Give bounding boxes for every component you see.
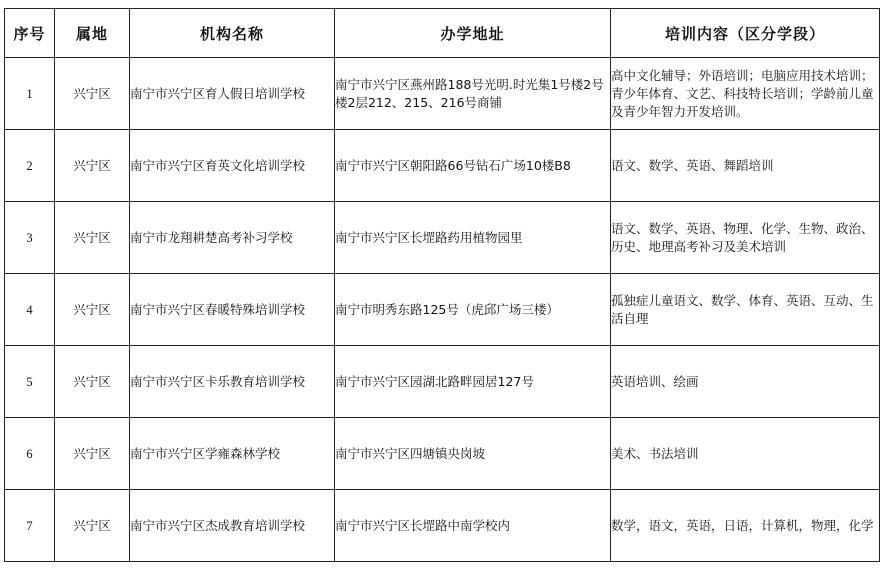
table-body xyxy=(5,58,880,562)
cell-district: 兴宁区 xyxy=(55,202,130,274)
cell-district: 兴宁区 xyxy=(55,130,130,202)
cell-district: 兴宁区 xyxy=(55,58,130,130)
cell-content: 语文、数学、英语、舞蹈培训 xyxy=(611,130,880,202)
cell-name: 南宁市兴宁区育人假日培训学校 xyxy=(130,58,335,130)
cell-district: 兴宁区 xyxy=(55,274,130,346)
cell-name: 南宁市兴宁区春暖特殊培训学校 xyxy=(130,274,335,346)
cell-content: 数学，语文，英语，日语，计算机，物理，化学 xyxy=(611,490,880,562)
cell-content: 孤独症儿童语文、数学、体育、英语、互动、生活自理 xyxy=(611,274,880,346)
cell-no: 7 xyxy=(5,490,55,562)
table-row xyxy=(5,130,880,202)
header-district: 属地 xyxy=(55,9,130,58)
table-header xyxy=(5,9,880,58)
cell-no: 3 xyxy=(5,202,55,274)
cell-content: 语文、数学、英语、物理、化学、生物、政治、历史、地理高考补习及美术培训 xyxy=(611,202,880,274)
table-row xyxy=(5,346,880,418)
cell-address: 南宁市兴宁区园湖北路畔园居127号 xyxy=(335,346,611,418)
table-row xyxy=(5,202,880,274)
cell-address: 南宁市兴宁区长堽路药用植物园里 xyxy=(335,202,611,274)
cell-address: 南宁市兴宁区朝阳路66号钻石广场10楼B8 xyxy=(335,130,611,202)
cell-no: 1 xyxy=(5,58,55,130)
cell-content: 高中文化辅导；外语培训；电脑应用技术培训；青少年体育、文艺、科技特长培训；学龄前儿童及青少年智力开发培训。 xyxy=(611,58,880,130)
table-row xyxy=(5,418,880,490)
cell-no: 2 xyxy=(5,130,55,202)
cell-district: 兴宁区 xyxy=(55,490,130,562)
table-row xyxy=(5,490,880,562)
cell-name: 南宁市兴宁区学雍森林学校 xyxy=(130,418,335,490)
cell-address: 南宁市兴宁区四塘镇央岗坡 xyxy=(335,418,611,490)
cell-name: 南宁市兴宁区杰成教育培训学校 xyxy=(130,490,335,562)
cell-content: 英语培训、绘画 xyxy=(611,346,880,418)
table-row xyxy=(5,274,880,346)
cell-no: 4 xyxy=(5,274,55,346)
header-row xyxy=(5,9,880,58)
table-row xyxy=(5,58,880,130)
cell-content: 美术、书法培训 xyxy=(611,418,880,490)
cell-district: 兴宁区 xyxy=(55,346,130,418)
cell-no: 5 xyxy=(5,346,55,418)
cell-no: 6 xyxy=(5,418,55,490)
cell-name: 南宁市兴宁区育英文化培训学校 xyxy=(130,130,335,202)
header-name: 机构名称 xyxy=(130,9,335,58)
institution-table xyxy=(4,8,880,562)
header-no: 序号 xyxy=(5,9,55,58)
cell-name: 南宁市龙翔耕楚高考补习学校 xyxy=(130,202,335,274)
cell-address: 南宁市明秀东路125号（虎邱广场三楼） xyxy=(335,274,611,346)
header-content: 培训内容（区分学段） xyxy=(611,9,880,58)
cell-name: 南宁市兴宁区卡乐教育培训学校 xyxy=(130,346,335,418)
cell-district: 兴宁区 xyxy=(55,418,130,490)
cell-address: 南宁市兴宁区燕州路188号光明.时光集1号楼2号楼2层212、215、216号商铺 xyxy=(335,58,611,130)
header-address: 办学地址 xyxy=(335,9,611,58)
cell-address: 南宁市兴宁区长堽路中南学校内 xyxy=(335,490,611,562)
